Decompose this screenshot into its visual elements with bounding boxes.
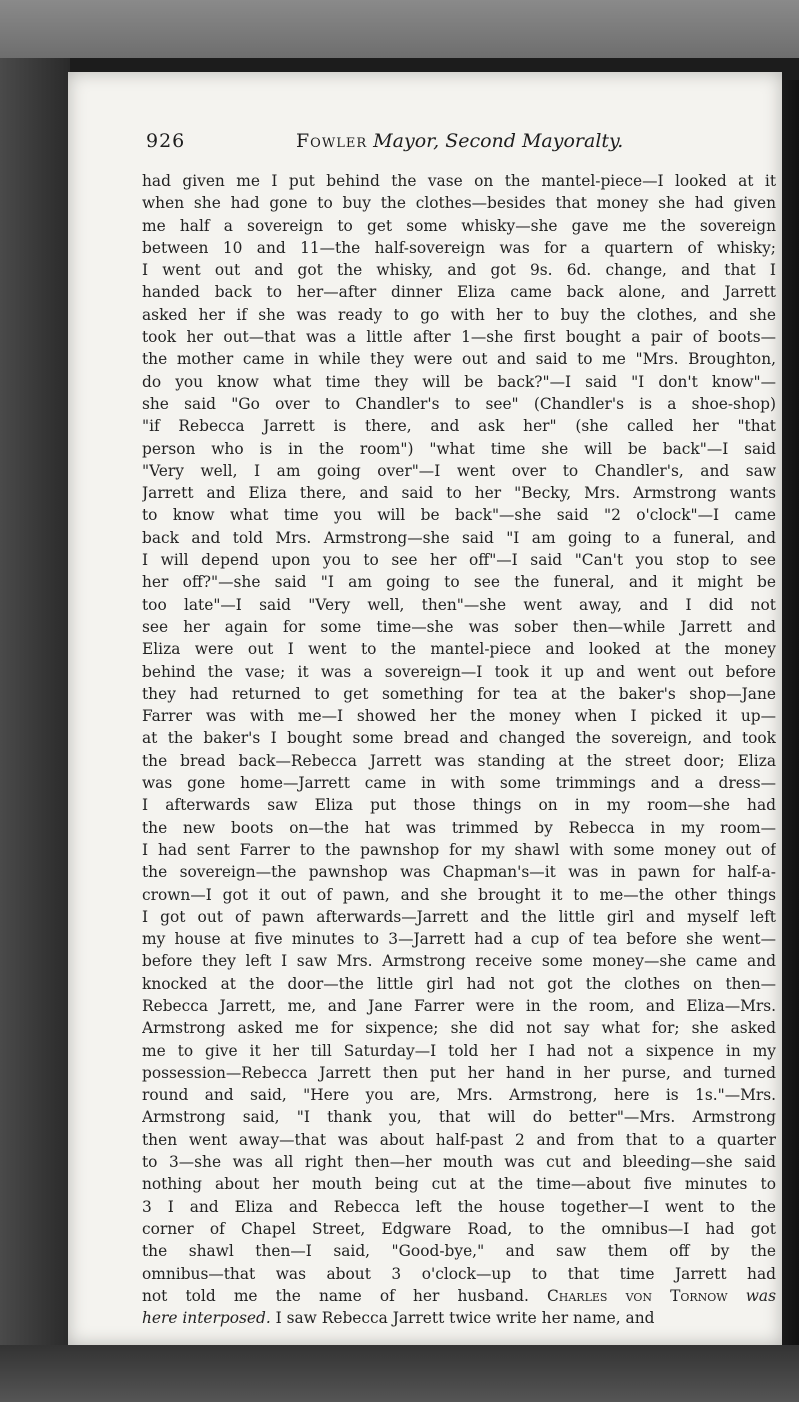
text-line: they had returned to get something for tea at the baker's shop—Jane xyxy=(142,684,776,703)
text-line: before they left I saw Mrs. Armstrong receive some money—she came and xyxy=(142,952,776,971)
text-line: the new boots on—the hat was trimmed by Rebecca in my room— xyxy=(142,818,776,837)
text-line: 3 I and Eliza and Rebecca left the house together—I went to the xyxy=(142,1197,776,1216)
text-line: "if Rebecca Jarrett is there, and ask her" (she called her "that xyxy=(142,417,776,436)
text-line: person who is in the room") "what time she will be back"—I said xyxy=(142,439,776,458)
interposed-note-part: was xyxy=(745,1286,776,1305)
text-line: corner of Chapel Street, Edgware Road, to the omnibus—I had got xyxy=(142,1219,776,1238)
text-line: Armstrong said, "I thank you, that will do better"—Mrs. Armstrong xyxy=(142,1108,776,1127)
text-line: she said "Go over to Chandler's to see" (Chandler's is a shoe-shop) xyxy=(142,394,776,413)
final-line-text: I saw Rebecca Jarrett twice write her name, and xyxy=(275,1309,655,1328)
text-line: I went out and got the whisky, and got 9s. 6d. change, and that I xyxy=(142,261,776,280)
text-line: Rebecca Jarrett, me, and Jane Farrer were in the room, and Eliza—Mrs. xyxy=(142,996,776,1015)
text-line: I will depend upon you to see her off"—I said "Can't you stop to see xyxy=(142,551,776,570)
text-line: asked her if she was ready to go with her to buy the clothes, and she xyxy=(142,305,776,324)
body-text xyxy=(142,170,776,1329)
running-title xyxy=(296,130,623,152)
text-line: me half a sovereign to get some whisky—she gave me the sovereign xyxy=(142,216,776,235)
text-line-final xyxy=(142,1307,776,1329)
text-line: nothing about her mouth being cut at the time—about five minutes to xyxy=(142,1175,776,1194)
text-line: I got out of pawn afterwards—Jarrett and the little girl and myself left xyxy=(142,907,776,926)
text-line: knocked at the door—the little girl had not got the clothes on then— xyxy=(142,974,776,993)
scan-background-top xyxy=(0,0,799,58)
text-line: handed back to her—after dinner Eliza came back alone, and Jarrett xyxy=(142,283,776,302)
text-line: the shawl then—I said, "Good-bye," and saw them off by the xyxy=(142,1242,776,1261)
text-line: at the baker's I bought some bread and changed the sovereign, and took xyxy=(142,729,776,748)
text-line: the bread back—Rebecca Jarrett was standing at the street door; Eliza xyxy=(142,751,776,770)
book-page xyxy=(68,72,782,1345)
text-line: "Very well, I am going over"—I went over to Chandler's, and saw xyxy=(142,461,776,480)
interposed-name: Charles von Tornow xyxy=(546,1286,728,1305)
text-line: I afterwards saw Eliza put those things on in my room—she had xyxy=(142,796,776,815)
book-left-edge xyxy=(0,58,70,1402)
text-line: behind the vase; it was a sovereign—I took it up and went out before xyxy=(142,662,776,681)
text-line: her off?"—she said "I am going to see the funeral, and it might be xyxy=(142,573,776,592)
text-line: Jarrett and Eliza there, and said to her "Becky, Mrs. Armstrong wants xyxy=(142,484,776,503)
page-number: 926 xyxy=(146,130,186,152)
text-line: to know what time you will be back"—she said "2 o'clock"—I came xyxy=(142,506,776,525)
text-line: Armstrong asked me for sixpence; she did not say what for; she asked xyxy=(142,1019,776,1038)
text-line: crown—I got it out of pawn, and she brought it to me—the other things xyxy=(142,885,776,904)
text-line: Eliza were out I went to the mantel-piece and looked at the money xyxy=(142,640,776,659)
text-line: then went away—that was about half-past 2 and from that to a quarter xyxy=(142,1130,776,1149)
running-title-name: Fowler xyxy=(296,130,368,152)
interposed-note: here interposed. xyxy=(142,1309,271,1328)
text-line: too late"—I said "Very well, then"—she went away, and I did not xyxy=(142,595,776,614)
page-header xyxy=(146,130,766,158)
text-line: not told me the name of her husband. Charles von Tornow was xyxy=(142,1286,776,1305)
text-line: back and told Mrs. Armstrong—she said "I am going to a funeral, and xyxy=(142,528,776,547)
scan-background-bottom xyxy=(0,1345,799,1402)
text-line: me to give it her till Saturday—I told her I had not a sixpence in my xyxy=(142,1041,776,1060)
running-title-rest: Mayor, Second Mayoralty. xyxy=(373,130,624,152)
text-line: my house at five minutes to 3—Jarrett had a cup of tea before she went— xyxy=(142,930,776,949)
text-line: possession—Rebecca Jarrett then put her hand in her purse, and turned xyxy=(142,1063,776,1082)
text-line: when she had gone to buy the clothes—besides that money she had given xyxy=(142,194,776,213)
text-line: round and said, "Here you are, Mrs. Armstrong, here is 1s."—Mrs. xyxy=(142,1086,776,1105)
text-line: do you know what time they will be back?"—I said "I don't know"— xyxy=(142,372,776,391)
text-line: I had sent Farrer to the pawnshop for my shawl with some money out of xyxy=(142,840,776,859)
text-line: was gone home—Jarrett came in with some trimmings and a dress— xyxy=(142,774,776,793)
text-line: took her out—that was a little after 1—she first bought a pair of boots— xyxy=(142,328,776,347)
text-line: had given me I put behind the vase on the mantel-piece—I looked at it xyxy=(142,172,776,190)
text-line: Farrer was with me—I showed her the money when I picked it up— xyxy=(142,707,776,726)
text-line: between 10 and 11—the half-sovereign was for a quartern of whisky; xyxy=(142,238,776,257)
text-line: to 3—she was all right then—her mouth was cut and bleeding—she said xyxy=(142,1153,776,1172)
text-line: omnibus—that was about 3 o'clock—up to that time Jarrett had xyxy=(142,1264,776,1283)
text-line: the mother came in while they were out and said to me "Mrs. Broughton, xyxy=(142,350,776,369)
text-line: the sovereign—the pawnshop was Chapman's—it was in pawn for half-a- xyxy=(142,863,776,882)
text-line: see her again for some time—she was sober then—while Jarrett and xyxy=(142,617,776,636)
